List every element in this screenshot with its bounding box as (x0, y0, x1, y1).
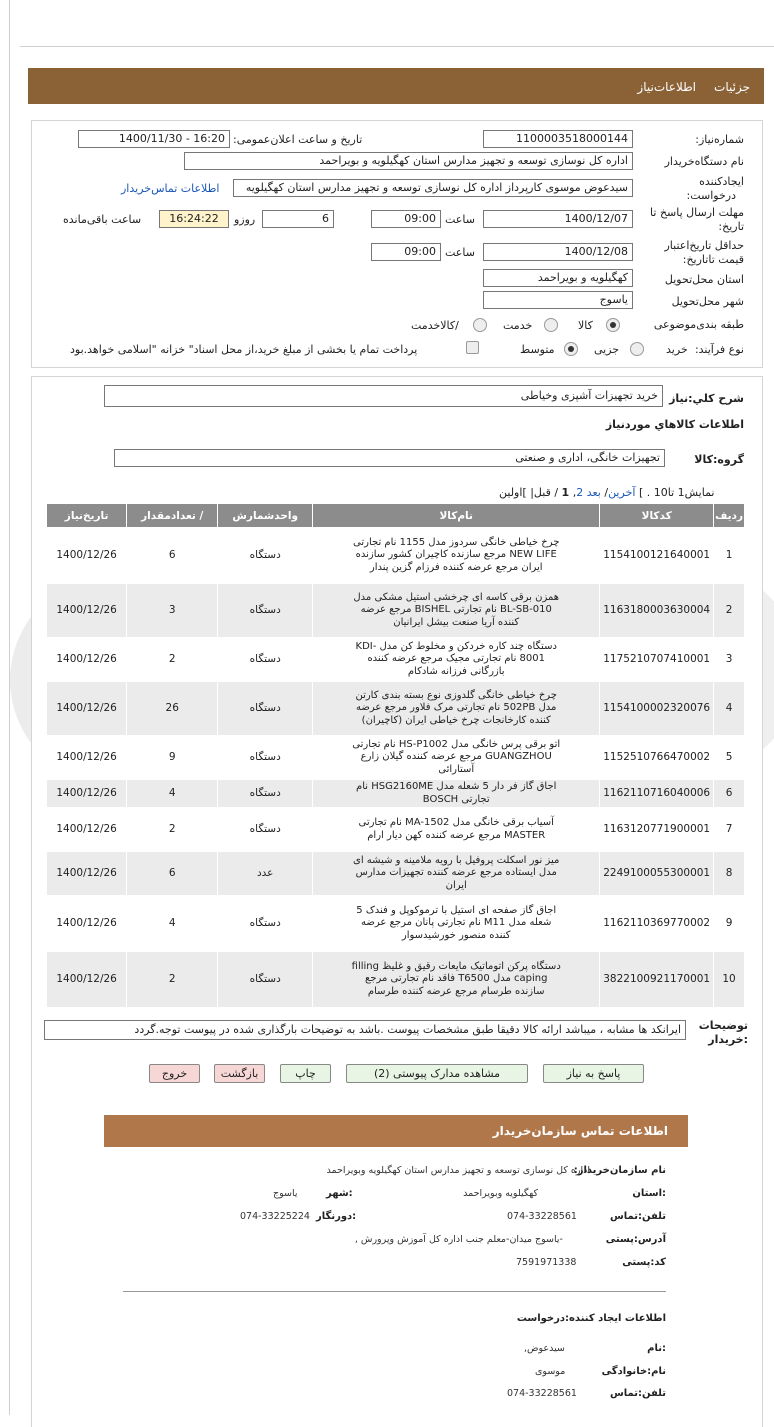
contact-fax-label: :دورنگار (316, 1211, 357, 1222)
row-number-cell: 8 (714, 852, 745, 896)
quantity-cell: 2 (127, 808, 218, 852)
col-date: تاریخ‌نیاز (47, 504, 127, 528)
creator-label-2: درخواست: (686, 189, 736, 202)
send-time-field: 09:00 (371, 210, 441, 228)
item-name-cell: میز نور اسکلت پروفیل با رویه ملامینه و شیشه ای مدل ایستاده مرجع عرضه کننده تجهیزات مدارس ایران (313, 852, 600, 896)
row-number-cell: 6 (714, 780, 745, 808)
unit-cell: عدد (218, 852, 313, 896)
row-number-cell: 3 (714, 638, 745, 682)
quantity-cell: 4 (127, 896, 218, 952)
description-label: شرح کلي:نياز (669, 392, 744, 405)
table-row (47, 528, 745, 584)
group-field: تجهیزات خانگی، اداری و صنعتی (114, 449, 665, 467)
unit-cell: دستگاه (218, 638, 313, 682)
quantity-cell: 9 (127, 736, 218, 780)
col-qty: / تعدادمقدار (127, 504, 218, 528)
item-code-cell: 1154100121640001 (600, 528, 714, 584)
buyer-org-field: اداره کل نوسازی توسعه و تجهیز مدارس استان کهگیلویه و بویراحمد (184, 152, 633, 170)
table-row (47, 736, 745, 780)
pagination-showing: نمایش1 تا10 . ] (638, 486, 715, 499)
table-row (47, 638, 745, 682)
creator-family-label: نام:خانوادگی (601, 1366, 666, 1377)
unit-cell: دستگاه (218, 584, 313, 638)
back-button[interactable]: بازگشت (214, 1064, 265, 1083)
buyer-contact-link[interactable]: اطلاعات تماس‌خریدار (121, 182, 220, 195)
treasury-payment-checkbox[interactable] (466, 341, 479, 354)
contact-address: -یاسوج میدان-معلم جنب اداره کل آموزش وپرورش , (354, 1234, 563, 1245)
need-number-label: شماره‌نیاز: (695, 133, 744, 146)
row-number-cell: 5 (714, 736, 745, 780)
item-name-cell: چرخ خیاطی خانگی سردوز مدل 1155 نام تجارتی NEW LIFE مرجع سازنده کاچیران کشور سازنده ایران مرجع عرضه کننده فرزام گزین پندار (313, 528, 600, 584)
pagination-last[interactable]: آخرین (608, 486, 636, 499)
pagination-next[interactable]: بعد (586, 486, 601, 499)
send-time-label: ساعت (445, 213, 475, 226)
unit-cell: دستگاه (218, 528, 313, 584)
quantity-cell: 3 (127, 584, 218, 638)
contact-address-label: آدرس:پستی (605, 1234, 666, 1245)
need-date-cell: 1400/12/26 (47, 780, 127, 808)
pagination-page-1: 1 (561, 486, 570, 499)
radio-medium[interactable] (564, 342, 578, 356)
col-row: ردیف (714, 504, 745, 528)
process-label: نوع فرآیند: (694, 343, 744, 356)
table-row (47, 584, 745, 638)
row-number-cell: 1 (714, 528, 745, 584)
unit-cell: دستگاه (218, 736, 313, 780)
table-row (47, 952, 745, 1008)
buyer-org-label: نام دستگاه‌خریدار (664, 155, 744, 168)
radio-service-label: خدمت (503, 319, 533, 332)
item-name-cell: چرخ خیاطی خانگی گلدوزی نوع بسته بندی کارتن مدل 502PB نام تجارتی مرک فلاور مرجع عرضه کننده کارخانجات چرخ خیاطی ایران (کاچیران) (313, 682, 600, 736)
notes-label-2: :خریدار (708, 1033, 748, 1046)
remaining-label: ساعت باقی‌مانده (63, 213, 142, 226)
remaining-time-field: 16:24:22 (159, 210, 229, 228)
contact-titlebar (104, 1115, 688, 1147)
table-row (47, 682, 745, 736)
unit-cell: دستگاه (218, 952, 313, 1008)
creator-phone: 074-33228561 (507, 1388, 577, 1399)
radio-goods-service-label: /کالاخدمت (411, 319, 459, 332)
price-validity-label-2: قیمت تا‌تاریخ: (682, 253, 744, 266)
notes-field: ایرانکد ها مشابه ، میباشد ارائه کالا دقیقا طبق مشخصات پیوست .باشد به توضیحات بارگذاری شده در پیوست توجه.گردد (44, 1020, 686, 1040)
quantity-cell: 6 (127, 852, 218, 896)
quantity-cell: 6 (127, 528, 218, 584)
description-field: خرید تجهیزات آشپزی وخیاطی (104, 385, 663, 407)
price-time-field: 09:00 (371, 243, 441, 261)
contact-phone: 074-33228561 (507, 1211, 577, 1222)
creator-info-title: اطلاعات ایجاد کننده:درخواست (516, 1313, 666, 1324)
items-table (46, 503, 745, 1008)
creator-name-label: :نام (647, 1343, 666, 1354)
item-name-cell: اجاق گاز فر دار 5 شعله مدل HSG2160ME نام تجارتی BOSCH (313, 780, 600, 808)
days-label: روزو (234, 213, 256, 226)
contact-province: کهگیلویه وبویراحمد (463, 1188, 538, 1199)
announce-field: 1400/11/30 - 16:20 (78, 130, 230, 148)
send-deadline-label-2: تاریخ: (718, 220, 744, 233)
need-date-cell: 1400/12/26 (47, 736, 127, 780)
creator-phone-label: تلفن:تماس (609, 1388, 666, 1399)
table-row (47, 896, 745, 952)
item-code-cell: 1162110716040006 (600, 780, 714, 808)
need-date-cell: 1400/12/26 (47, 638, 127, 682)
contact-org-label: نام سازمان‌خریدار: (573, 1165, 666, 1176)
quantity-cell: 4 (127, 780, 218, 808)
unit-cell: دستگاه (218, 896, 313, 952)
contact-divider (123, 1291, 666, 1292)
row-number-cell: 2 (714, 584, 745, 638)
item-name-cell: اتو برقی پرس خانگی مدل HS-P1002 نام تجارتی GUANGZHOU مرجع عرضه کننده گیلان زارع آستارائی (313, 736, 600, 780)
contact-province-label: :استان (632, 1188, 666, 1199)
price-time-label: ساعت (445, 246, 475, 259)
table-header-row (47, 504, 745, 528)
announce-label: تاریخ و ساعت اعلان‌عمومی: (233, 133, 363, 146)
radio-goods-service[interactable] (473, 318, 487, 332)
price-validity-label-1: حداقل تاریخ‌اعتبار (664, 239, 744, 252)
item-name-cell: دستگاه چند کاره خردکن و مخلوط کن مدل KDI-8001 نام تجارتی مجیک مرجع عرضه کننده بازرگانی فرزانه شادکام (313, 638, 600, 682)
item-name-cell: همزن برقی کاسه ای چرخشی استیل مشکی مدل BL-SB-010 نام تجارتی BISHEL مرجع عرضه کننده آریا صنعت بیشل ایرانیان (313, 584, 600, 638)
contact-city-label: :شهر (326, 1188, 353, 1199)
creator-label-1: ایجادکننده (699, 175, 744, 188)
table-row (47, 852, 745, 896)
goods-info-title: اطلاعات کالاهاي موردنياز (605, 418, 744, 431)
row-number-cell: 9 (714, 896, 745, 952)
table-row (47, 808, 745, 852)
contact-title: اطلاعات تماس سازمان‌خریدار (492, 1124, 668, 1138)
send-date-field: 1400/12/07 (483, 210, 633, 228)
col-unit: واحدشمارش (218, 504, 313, 528)
col-code: کدکالا (600, 504, 714, 528)
creator-family: موسوی (535, 1366, 566, 1377)
radio-goods-label: کالا (578, 319, 593, 332)
need-date-cell: 1400/12/26 (47, 852, 127, 896)
creator-name: سیدعوض, (524, 1343, 565, 1354)
treasury-payment-note: پرداخت تمام یا بخشی از مبلغ خرید،از محل اسناد" خزانه "اسلامی خواهد.بود (70, 343, 418, 356)
exit-button[interactable]: خروج (149, 1064, 200, 1083)
attachments-button[interactable]: مشاهده مدارک پیوستی (2) (346, 1064, 528, 1083)
province-field: کهگیلویه و بویراحمد (483, 269, 633, 287)
reply-button[interactable]: پاسخ به نیاز (543, 1064, 644, 1083)
item-code-cell: 1163180003630004 (600, 584, 714, 638)
creator-field: سیدعوض موسوی کارپرداز اداره کل نوسازی توسعه و تجهیز مدارس استان کهگیلویه (233, 179, 633, 197)
contact-postal-label: کد:پستی (622, 1257, 666, 1268)
radio-service[interactable] (544, 318, 558, 332)
process-buy-label: خرید (666, 343, 688, 356)
need-date-cell: 1400/12/26 (47, 952, 127, 1008)
quantity-cell: 2 (127, 638, 218, 682)
item-code-cell: 1154100002320076 (600, 682, 714, 736)
group-label: گروه:کالا (694, 453, 744, 466)
item-name-cell: دستگاه پرکن اتوماتیک مایعات رقیق و غلیظ filling caping مدل T6500 فاقد نام تجارتی مرجع سازنده طرسام مرجع عرضه کننده طرسام (313, 952, 600, 1008)
contact-postal: 7591971338 (516, 1257, 577, 1268)
quantity-cell: 26 (127, 682, 218, 736)
radio-goods[interactable] (606, 318, 620, 332)
item-code-cell: 1162110369770002 (600, 896, 714, 952)
item-code-cell: 1152510766470002 (600, 736, 714, 780)
province-label: استان محل‌تحویل (664, 273, 744, 286)
radio-medium-label: متوسط (520, 343, 555, 356)
col-name: نام‌کالا (313, 504, 600, 528)
need-date-cell: 1400/12/26 (47, 528, 127, 584)
item-code-cell: 1175210707410001 (600, 638, 714, 682)
print-button[interactable]: چاپ (280, 1064, 331, 1083)
tab-details[interactable]: جزئیات (714, 80, 750, 94)
item-code-cell: 1163120771900001 (600, 808, 714, 852)
need-date-cell: 1400/12/26 (47, 682, 127, 736)
row-number-cell: 7 (714, 808, 745, 852)
pagination: نمایش1 تا10 . ] آخرین/ بعد 2, 1 / قبل| ]اولین (499, 486, 715, 499)
contact-city: یاسوج (273, 1188, 298, 1199)
left-border (9, 0, 10, 1415)
row-number-cell: 4 (714, 682, 745, 736)
item-code-cell: 2249100055300001 (600, 852, 714, 896)
need-date-cell: 1400/12/26 (47, 584, 127, 638)
pagination-page-2[interactable]: 2 (576, 486, 584, 499)
need-date-cell: 1400/12/26 (47, 896, 127, 952)
city-field: یاسوج (483, 291, 633, 309)
radio-partial-label: جزیی (594, 343, 620, 356)
item-name-cell: آسیاب برقی خانگی مدل MA-1502 نام تجارتی MASTER مرجع عرضه کننده کهن دیار ارام (313, 808, 600, 852)
table-row (47, 780, 745, 808)
items-body (47, 528, 745, 1008)
top-divider (20, 46, 774, 47)
page-titlebar (28, 68, 764, 104)
radio-partial[interactable] (630, 342, 644, 356)
need-number-field: 1100003518000144 (483, 130, 633, 148)
price-date-field: 1400/12/08 (483, 243, 633, 261)
notes-label-1: توضیحات (698, 1019, 748, 1032)
send-deadline-label-1: مهلت ارسال پاسخ تا (650, 206, 744, 219)
days-field: 6 (262, 210, 334, 228)
contact-phone-label: تلفن:تماس (609, 1211, 666, 1222)
need-date-cell: 1400/12/26 (47, 808, 127, 852)
pagination-prev: قبل (533, 486, 551, 499)
tab-need-info[interactable]: اطلاعات‌نیاز (637, 80, 696, 94)
quantity-cell: 2 (127, 952, 218, 1008)
city-label: شهر محل‌تحویل (671, 295, 744, 308)
unit-cell: دستگاه (218, 780, 313, 808)
item-name-cell: اجاق گاز صفحه ای استیل با ترموکوپل و فندک 5 شعله مدل M11 نام تجارتی پانان مرجع عرضه کننده منصور خورشیدسوار (313, 896, 600, 952)
pagination-first: ]اولین (499, 486, 527, 499)
contact-org: اداره کل نوسازی توسعه و تجهیز مدارس استان کهگیلویه وبویراحمد (326, 1165, 590, 1176)
row-number-cell: 10 (714, 952, 745, 1008)
unit-cell: دستگاه (218, 682, 313, 736)
category-label: طبقه بندی‌موضوعی (653, 318, 744, 331)
unit-cell: دستگاه (218, 808, 313, 852)
contact-fax: 074-33225224 (240, 1211, 310, 1222)
item-code-cell: 3822100921170001 (600, 952, 714, 1008)
